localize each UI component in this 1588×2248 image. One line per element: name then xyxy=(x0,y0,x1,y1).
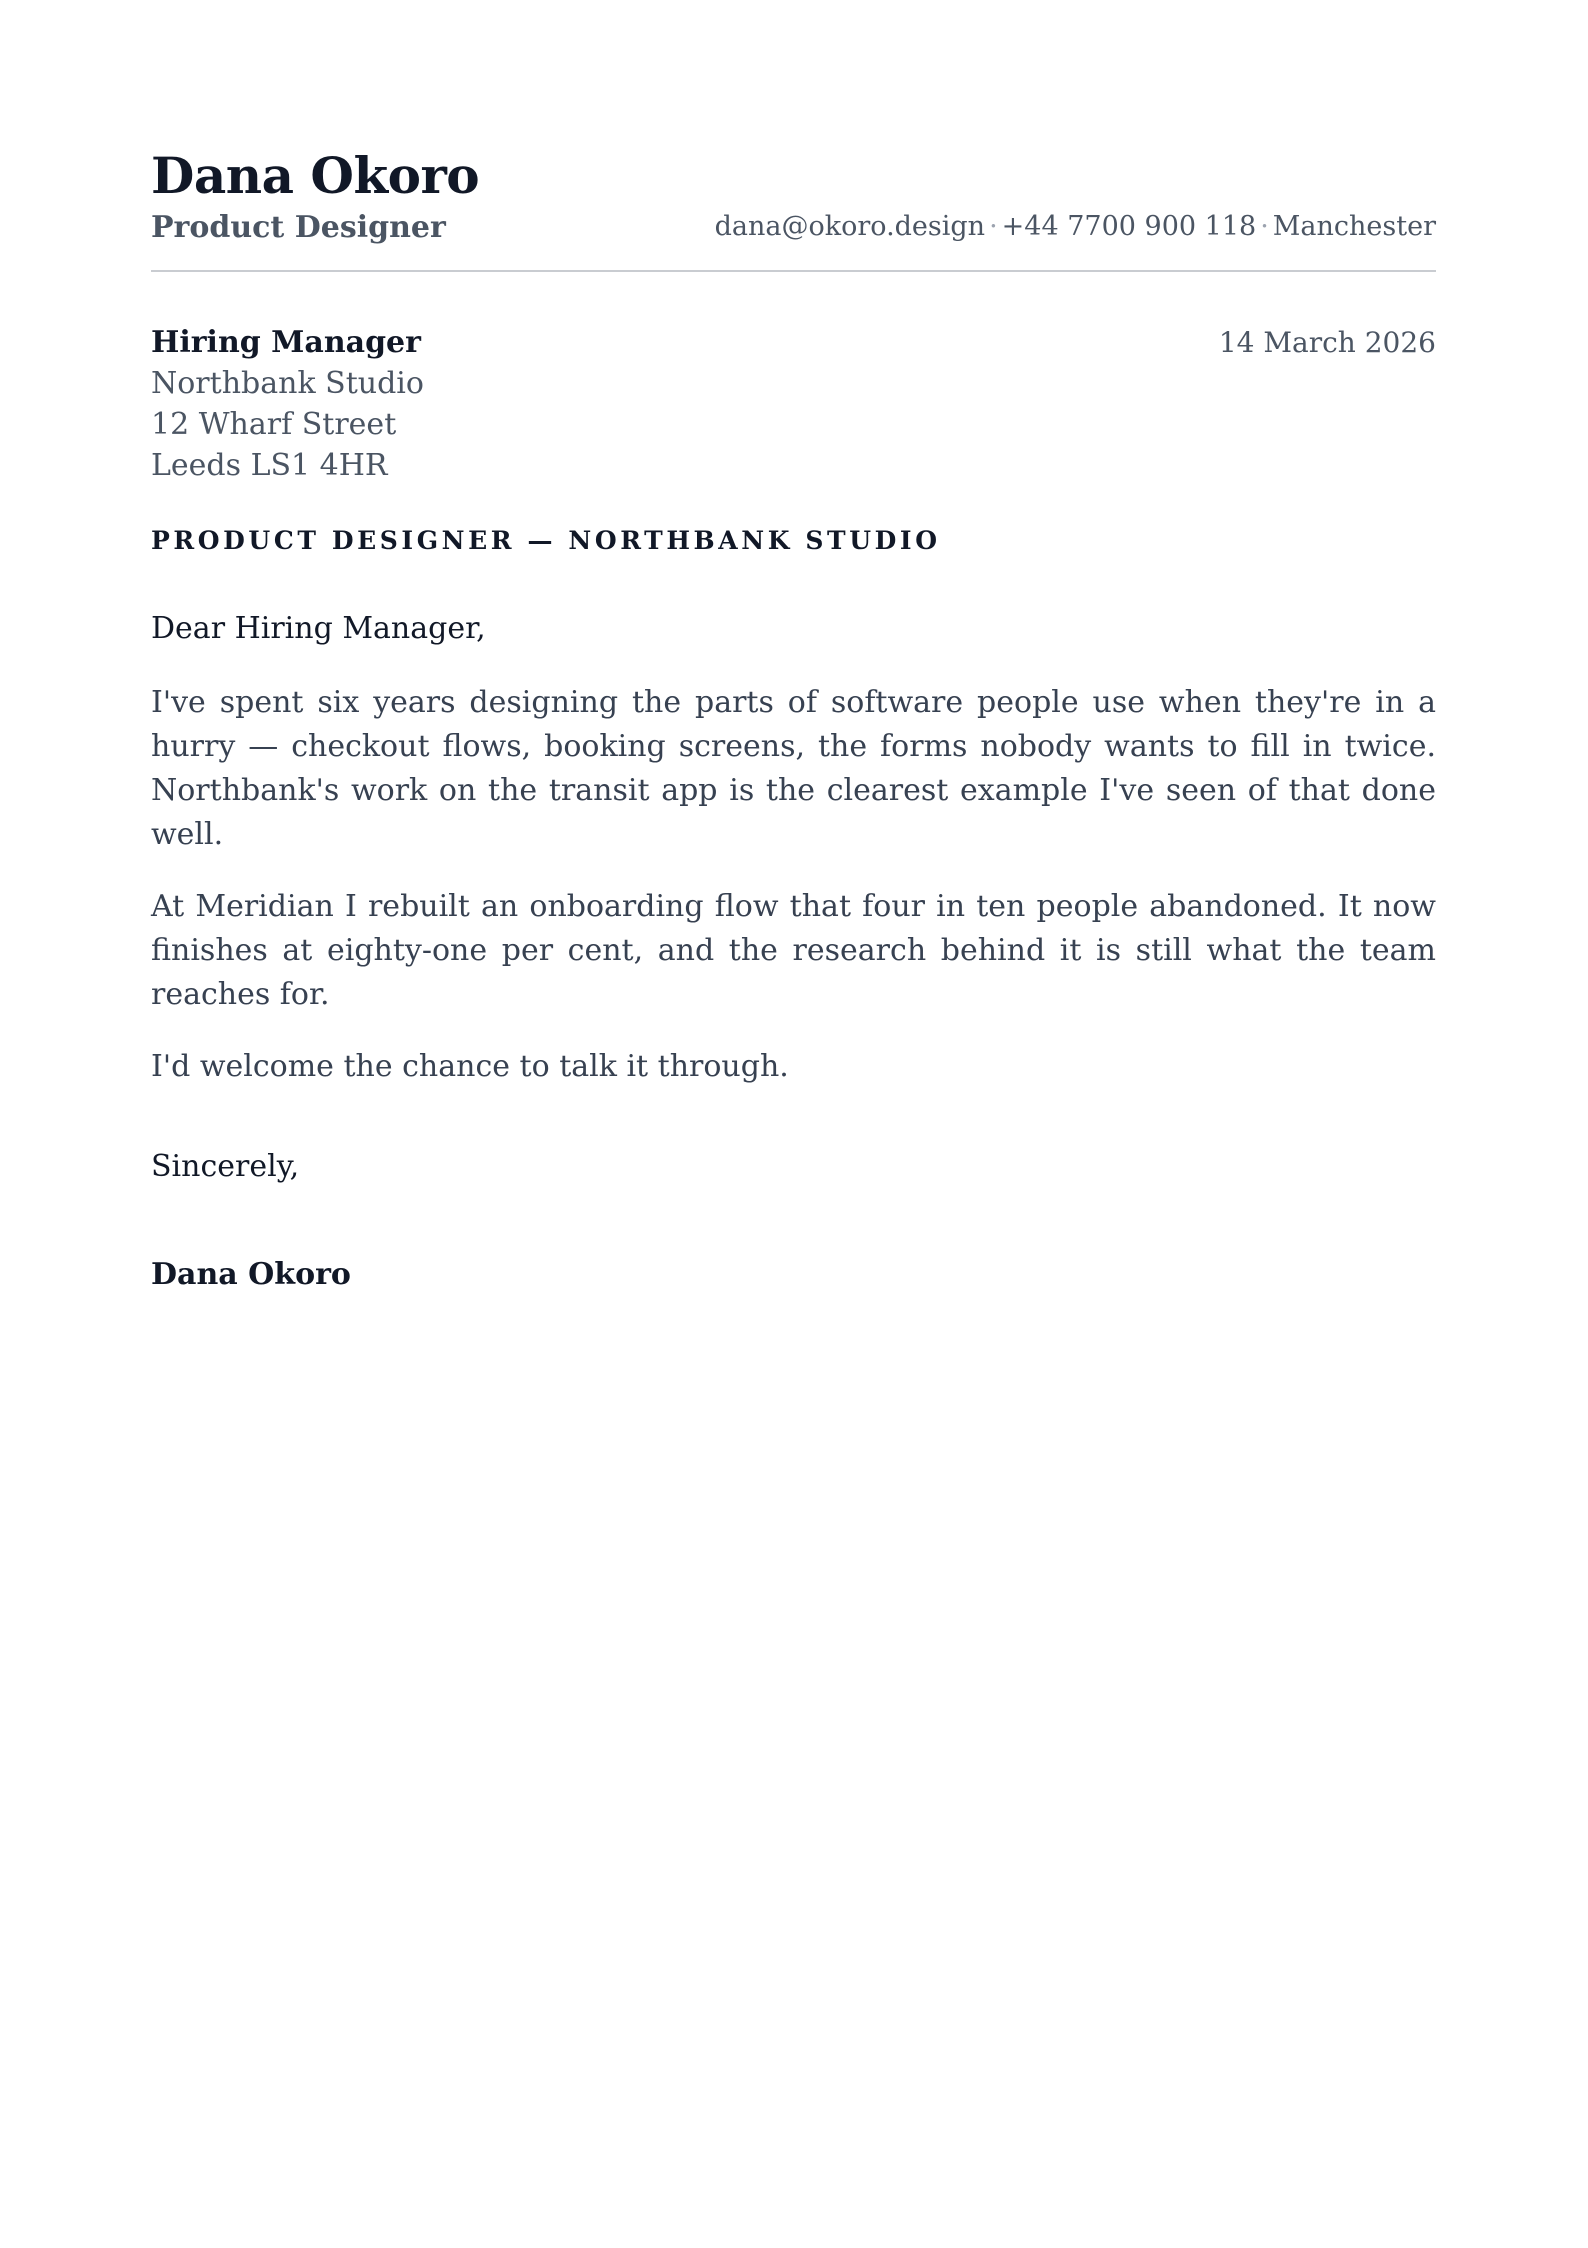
signature: Dana Okoro xyxy=(151,1256,351,1292)
sender-name: Dana Okoro xyxy=(151,146,480,205)
sender-role: Product Designer xyxy=(151,209,446,245)
letter-header xyxy=(151,146,1436,272)
letter-subject: PRODUCT DESIGNER — NORTHBANK STUDIO xyxy=(151,525,941,555)
sender-identity xyxy=(151,146,480,245)
sender-contact xyxy=(715,212,1436,244)
body-paragraph: I'd welcome the chance to talk it through. xyxy=(151,1048,789,1084)
recipient-address xyxy=(151,322,424,486)
body-paragraph: At Meridian I rebuilt an onboarding flow that four in ten people abandoned. It now finishes at eighty-one per cent, and the research behind it is still what the team reaches for. xyxy=(151,888,1436,1012)
recipient-company: Northbank Studio xyxy=(151,365,424,401)
sender-email[interactable]: dana@okoro.design xyxy=(714,210,986,242)
letter-date: 14 March 2026 xyxy=(1218,325,1436,359)
body-paragraph: I've spent six years designing the parts of software people use when they're in a hurry — checkout flows, booking screens, the forms nobody wants to fill in twice. Northbank's work on the transit app is the clearest example I've seen of that done well. xyxy=(151,684,1436,852)
sender-phone[interactable]: +44 7700 900 118 xyxy=(1001,210,1257,242)
sender-location: Manchester xyxy=(1272,210,1436,242)
contact-separator: · xyxy=(989,210,998,242)
closing: Sincerely, xyxy=(151,1148,300,1184)
salutation: Dear Hiring Manager, xyxy=(151,610,486,646)
letter-meta xyxy=(151,322,1436,486)
cover-letter xyxy=(151,146,1436,1297)
recipient-name: Hiring Manager xyxy=(151,324,421,360)
recipient-street: 12 Wharf Street xyxy=(151,406,397,442)
recipient-city: Leeds LS1 4HR xyxy=(151,447,388,483)
contact-separator: · xyxy=(1260,210,1269,242)
